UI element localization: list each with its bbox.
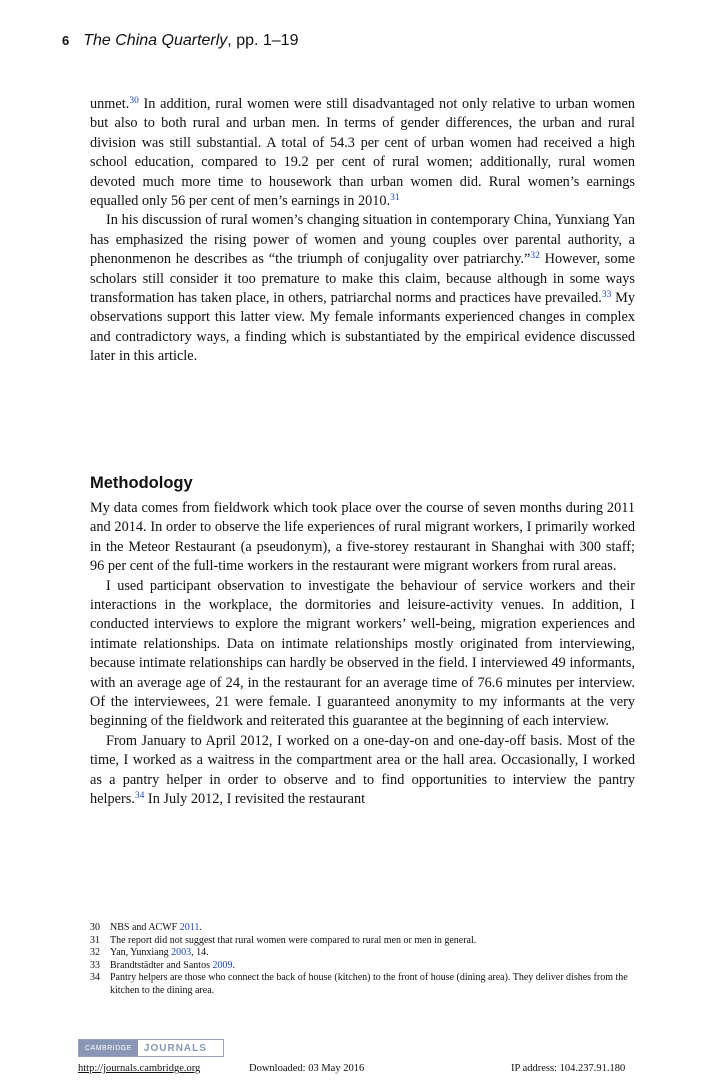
cambridge-journals-logo[interactable] (78, 1039, 224, 1057)
paragraph: In his discussion of rural women’s changing situation in contemporary China, Yunxiang Yan has emphasized the rising power of women and young couples over parental authority, a phenonmenon he describes as “the triumph of conjugality over patriarchy.”$^{32}$ However, some scholars still consider it too premature to make this claim, because although in some ways transformation has taken place, in others, patriarchal norms and practices have prevailed.$^{33}$ My observations support this latter view. My female informants experienced changes in complex and contradictory ways, a finding which is substantiated by the empirical evidence discussed later in this article. (90, 212, 636, 365)
paragraph: From January to April 2012, I worked on a one-day-on and one-day-off basis. Most of the time, I worked as a waitress in the compartment area or the hall area. Occasionally, I worked as a pantry helper in order to observe and to find opportunities to interview the pantry helpers.$^{34}$ In July 2012, I revisited the restaurant (90, 732, 635, 808)
page-range: , pp. 1–19 (227, 32, 299, 49)
citation-link[interactable]: 2009 (212, 959, 233, 971)
body-text-top (90, 95, 635, 367)
footnote: 34 Pantry helpers are those who connect the back of house (kitchen) to the front of house (dining area). They deliver dishes from the kitchen to the dining area. (90, 972, 628, 996)
paragraph: unmet.$^{30}$ In addition, rural women were still disadvantaged not only relative to urban women but also to both rural and urban men. In terms of gender differences, the urban and rural division was still substantial. A total of 54.3 per cent of urban women had received a high school education, compared to 19.2 per cent of rural women; additionally, rural women devoted much more time to housework than urban women did. Rural women’s earnings equalled only 56 per cent of men’s earnings in 2010.31 (90, 96, 635, 210)
body-text-methodology (90, 499, 635, 810)
footnotes (90, 922, 640, 998)
footnote: 32 Yan, Yunxiang 2003, 14. (90, 947, 209, 959)
page-number: 6 (62, 33, 70, 48)
logo-cambridge: CAMBRIDGE (79, 1040, 138, 1056)
footnote-ref-33[interactable]: 33 (601, 290, 612, 301)
footnote-ref-32[interactable]: 32 (530, 251, 540, 262)
paragraph: My data comes from fieldwork which took place over the course of seven months during 2011 and 2014. In order to observe the life experiences of rural migrant workers, I primarily worked in the Meteor Restaurant (a pseudonym), a five-storey restaurant in Shanghai with 300 staff; 96 per cent of the full-time workers in the restaurant were migrant workers from rural areas. (90, 500, 635, 575)
journal-title: The China Quarterly (83, 32, 228, 49)
section-heading: Methodology (90, 474, 193, 492)
logo-journals: JOURNALS (143, 1042, 207, 1054)
footnote-ref-34[interactable]: 34 (134, 791, 145, 802)
paragraph: I used participant observation to investigate the behaviour of service workers and their interactions in the workplace, the dormitories and leisure-activity venues. In addition, I conducted interviews to explore the migrant workers’ well-being, migration experiences and intimate relationships. Data on intimate relationships mostly originated from interviewing, because intimate relationships can hardly be observed in the field. I interviewed 49 informants, with an average age of 24, in the restaurant for an average time of 76.6 minutes per interview. Of the interviewees, 21 were female. I guaranteed anonymity to my informants at the very beginning of the fieldwork and reiterated this guarantee at the beginning of each interview. (90, 577, 635, 730)
footnote-ref-31[interactable]: 31 (390, 193, 400, 204)
footnote: 30 NBS and ACWF 2011. (90, 922, 202, 933)
citation-link[interactable]: 2011 (179, 922, 200, 933)
ip-address: IP address: 104.237.91.180 (511, 1063, 626, 1074)
citation-link[interactable]: 2003 (171, 947, 192, 959)
journal-url-link[interactable]: http://journals.cambridge.org (78, 1063, 201, 1074)
footnote: 33 Brandtstädter and Santos 2009. (90, 959, 235, 971)
download-date: Downloaded: 03 May 2016 (249, 1063, 365, 1074)
footnote: 31 The report did not suggest that rural women were compared to rural men or men in general. (90, 934, 477, 946)
footnote-ref-30[interactable]: 30 (129, 96, 139, 106)
running-header (62, 32, 298, 50)
